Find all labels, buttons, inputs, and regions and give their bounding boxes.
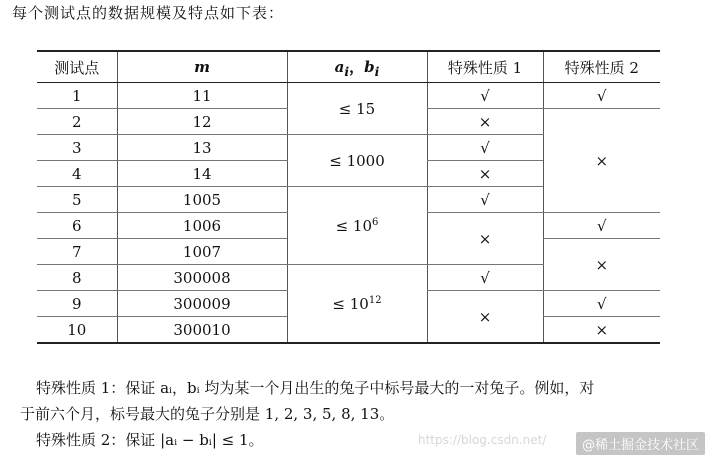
prop1-cell: √ [427, 265, 543, 291]
prop2-cell: √ [543, 213, 660, 239]
table-header-row [37, 51, 660, 83]
prop2-cell: √ [543, 83, 660, 109]
prop1-cell: × [427, 161, 543, 187]
row-m: 11 [117, 83, 287, 109]
prop1-cell: × [427, 213, 543, 265]
row-m: 1007 [117, 239, 287, 265]
prop1-cell: √ [427, 187, 543, 213]
prop2-cell: × [543, 317, 660, 344]
note-property-1: 特殊性质 1：保证 aᵢ，bᵢ 均为某一个月出生的兔子中标号最大的一对兔子。例如，对 [36, 379, 595, 397]
prop1-cell: × [427, 291, 543, 344]
row-m: 300009 [117, 291, 287, 317]
header-index: 测试点 [37, 51, 117, 83]
row-index: 6 [37, 213, 117, 239]
watermark-url: https://blog.csdn.net/ [418, 433, 547, 447]
row-index: 8 [37, 265, 117, 291]
row-index: 1 [37, 83, 117, 109]
header-a-sub: i [344, 63, 350, 79]
header-m: m [117, 51, 287, 83]
row-index: 2 [37, 109, 117, 135]
row-m: 1005 [117, 187, 287, 213]
test-point-table [37, 50, 660, 344]
row-m: 12 [117, 109, 287, 135]
row-m: 300010 [117, 317, 287, 344]
prop1-cell: × [427, 109, 543, 135]
header-prop2: 特殊性质 2 [543, 51, 660, 83]
prop1-cell: √ [427, 83, 543, 109]
note-property-2: 特殊性质 2：保证 |aᵢ − bᵢ| ≤ 1。 [36, 431, 264, 449]
prop2-cell: √ [543, 291, 660, 317]
row-m: 13 [117, 135, 287, 161]
header-ab [287, 51, 427, 83]
note-property-1-cont: 于前六个月，标号最大的兔子分别是 1, 2, 3, 5, 8, 13。 [20, 405, 395, 423]
ab-range-exp: 12 [368, 294, 382, 306]
prop2-cell: × [543, 109, 660, 213]
ab-range [287, 265, 427, 344]
row-index: 7 [37, 239, 117, 265]
ab-range-base: ≤ 10 [332, 294, 369, 313]
ab-range [287, 187, 427, 265]
row-index: 10 [37, 317, 117, 344]
ab-range: ≤ 1000 [287, 135, 427, 187]
prop1-cell: √ [427, 135, 543, 161]
header-sep: ， [349, 57, 365, 76]
row-index: 9 [37, 291, 117, 317]
intro-text: 每个测试点的数据规模及特点如下表： [12, 4, 285, 22]
row-m: 14 [117, 161, 287, 187]
ab-range: ≤ 15 [287, 83, 427, 135]
row-m: 1006 [117, 213, 287, 239]
header-b: b [364, 57, 375, 76]
header-b-sub: i [374, 63, 380, 79]
ab-range-exp: 6 [372, 216, 379, 228]
watermark-badge: @稀土掘金技术社区 [576, 432, 705, 455]
row-m: 300008 [117, 265, 287, 291]
ab-range-base: ≤ 10 [335, 216, 373, 235]
header-a: a [334, 57, 345, 76]
row-index: 5 [37, 187, 117, 213]
header-prop1: 特殊性质 1 [427, 51, 543, 83]
table-row [37, 83, 660, 109]
prop2-cell: × [543, 239, 660, 291]
row-index: 4 [37, 161, 117, 187]
row-index: 3 [37, 135, 117, 161]
